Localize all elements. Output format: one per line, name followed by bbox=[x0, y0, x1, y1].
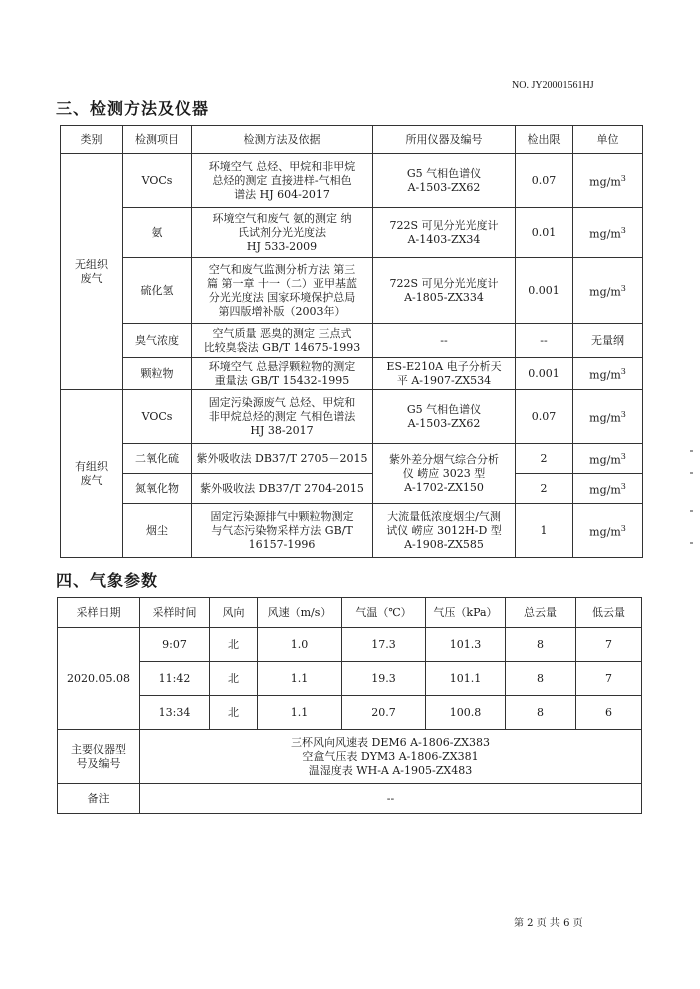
unit-superscript: 3 bbox=[620, 523, 626, 533]
unit-superscript: 3 bbox=[620, 283, 626, 293]
limit-cell: 0.01 bbox=[516, 208, 573, 258]
weather-table bbox=[57, 597, 642, 814]
unit-text: mg/m bbox=[589, 483, 621, 497]
method-cell: 环境空气 总烃、甲烷和非甲烷 总烃的测定 直接进样-气相色 谱法 HJ 604-2017 bbox=[192, 154, 373, 208]
table-row bbox=[58, 662, 642, 696]
table-row bbox=[61, 258, 643, 324]
table-row bbox=[61, 154, 643, 208]
instrument-cell: 722S 可见分光光度计 A-1403-ZX34 bbox=[373, 208, 516, 258]
unit-text: mg/m bbox=[589, 525, 621, 539]
low-cloud-cell: 7 bbox=[576, 628, 642, 662]
header-pressure: 气压（kPa） bbox=[426, 598, 506, 628]
direction-cell: 北 bbox=[210, 662, 258, 696]
table-row bbox=[61, 208, 643, 258]
methods-table bbox=[60, 125, 643, 558]
time-cell: 13:34 bbox=[140, 696, 210, 730]
unit-text: 无量纲 bbox=[591, 333, 624, 347]
item-cell: VOCs bbox=[123, 390, 192, 444]
table-row bbox=[61, 474, 643, 504]
unit-superscript: 3 bbox=[620, 409, 626, 419]
table-row bbox=[61, 444, 643, 474]
unit-cell bbox=[573, 504, 643, 558]
note-value: -- bbox=[140, 784, 642, 814]
limit-cell: 0.07 bbox=[516, 154, 573, 208]
header-method: 检测方法及依据 bbox=[192, 126, 373, 154]
table-row bbox=[58, 784, 642, 814]
instrument-cell: G5 气相色谱仪 A-1503-ZX62 bbox=[373, 154, 516, 208]
header-unit: 单位 bbox=[573, 126, 643, 154]
table-row bbox=[58, 628, 642, 662]
header-total-cloud: 总云量 bbox=[506, 598, 576, 628]
instruments-label: 主要仪器型 号及编号 bbox=[58, 730, 140, 784]
group-organized: 有组织 废气 bbox=[61, 390, 123, 558]
method-cell: 空气和废气监测分析方法 第三 篇 第一章 十一（二）亚甲基蓝 分光光度法 国家环境保护总局 第四版增补版（2003年） bbox=[192, 258, 373, 324]
document-number: NO. JY20001561HJ bbox=[512, 80, 594, 91]
note-label: 备注 bbox=[58, 784, 140, 814]
unit-text: mg/m bbox=[589, 453, 621, 467]
header-time: 采样时间 bbox=[140, 598, 210, 628]
limit-cell: 2 bbox=[516, 444, 573, 474]
section-4-title: 四、气象参数 bbox=[56, 571, 159, 590]
time-cell: 11:42 bbox=[140, 662, 210, 696]
unit-cell bbox=[573, 324, 643, 358]
item-cell: 烟尘 bbox=[123, 504, 192, 558]
pressure-cell: 101.3 bbox=[426, 628, 506, 662]
temperature-cell: 20.7 bbox=[342, 696, 426, 730]
item-cell: 氨 bbox=[123, 208, 192, 258]
limit-cell: 0.07 bbox=[516, 390, 573, 444]
group-unorganized: 无组织 废气 bbox=[61, 154, 123, 390]
instrument-cell: G5 气相色谱仪 A-1503-ZX62 bbox=[373, 390, 516, 444]
table-row bbox=[61, 358, 643, 390]
unit-cell bbox=[573, 208, 643, 258]
unit-text: mg/m bbox=[589, 411, 621, 425]
item-cell: 颗粒物 bbox=[123, 358, 192, 390]
unit-cell bbox=[573, 358, 643, 390]
header-category: 类别 bbox=[61, 126, 123, 154]
instruments-value: 三杯风向风速表 DEM6 A-1806-ZX383 空盒气压表 DYM3 A-1806-ZX381 温湿度表 WH-A A-1905-ZX483 bbox=[140, 730, 642, 784]
header-item: 检测项目 bbox=[123, 126, 192, 154]
unit-text: mg/m bbox=[589, 285, 621, 299]
pressure-cell: 101.1 bbox=[426, 662, 506, 696]
table-header-row bbox=[61, 126, 643, 154]
low-cloud-cell: 7 bbox=[576, 662, 642, 696]
scan-edge-marks bbox=[690, 450, 696, 550]
instrument-cell: 722S 可见分光光度计 A-1805-ZX334 bbox=[373, 258, 516, 324]
method-cell: 空气质量 恶臭的测定 三点式 比较臭袋法 GB/T 14675-1993 bbox=[192, 324, 373, 358]
instrument-cell: 大流量低浓度烟尘/气测 试仪 崂应 3012H-D 型 A-1908-ZX585 bbox=[373, 504, 516, 558]
limit-cell: 0.001 bbox=[516, 258, 573, 324]
instrument-cell: 紫外差分烟气综合分析 仪 崂应 3023 型 A-1702-ZX150 bbox=[373, 444, 516, 504]
item-cell: VOCs bbox=[123, 154, 192, 208]
unit-cell bbox=[573, 154, 643, 208]
method-cell: 环境空气 总悬浮颗粒物的测定 重量法 GB/T 15432-1995 bbox=[192, 358, 373, 390]
unit-superscript: 3 bbox=[620, 481, 626, 491]
method-cell: 固定污染源废气 总烃、甲烷和 非甲烷总烃的测定 气相色谱法 HJ 38-2017 bbox=[192, 390, 373, 444]
section-3-title: 三、检测方法及仪器 bbox=[56, 99, 210, 118]
item-cell: 臭气浓度 bbox=[123, 324, 192, 358]
table-row bbox=[58, 730, 642, 784]
method-cell: 紫外吸收法 DB37/T 2704-2015 bbox=[192, 474, 373, 504]
low-cloud-cell: 6 bbox=[576, 696, 642, 730]
method-cell: 紫外吸收法 DB37/T 2705－2015 bbox=[192, 444, 373, 474]
total-cloud-cell: 8 bbox=[506, 662, 576, 696]
unit-superscript: 3 bbox=[620, 173, 626, 183]
direction-cell: 北 bbox=[210, 696, 258, 730]
unit-cell bbox=[573, 444, 643, 474]
header-limit: 检出限 bbox=[516, 126, 573, 154]
unit-superscript: 3 bbox=[620, 366, 626, 376]
speed-cell: 1.1 bbox=[258, 662, 342, 696]
table-row bbox=[61, 324, 643, 358]
temperature-cell: 19.3 bbox=[342, 662, 426, 696]
total-cloud-cell: 8 bbox=[506, 696, 576, 730]
limit-cell: -- bbox=[516, 324, 573, 358]
unit-superscript: 3 bbox=[620, 451, 626, 461]
instrument-cell: -- bbox=[373, 324, 516, 358]
speed-cell: 1.0 bbox=[258, 628, 342, 662]
speed-cell: 1.1 bbox=[258, 696, 342, 730]
unit-superscript: 3 bbox=[620, 225, 626, 235]
unit-cell bbox=[573, 258, 643, 324]
pressure-cell: 100.8 bbox=[426, 696, 506, 730]
limit-cell: 1 bbox=[516, 504, 573, 558]
item-cell: 氮氧化物 bbox=[123, 474, 192, 504]
header-temperature: 气温（℃） bbox=[342, 598, 426, 628]
unit-text: mg/m bbox=[589, 175, 621, 189]
header-date: 采样日期 bbox=[58, 598, 140, 628]
table-row bbox=[61, 504, 643, 558]
temperature-cell: 17.3 bbox=[342, 628, 426, 662]
instrument-cell: ES-E210A 电子分析天 平 A-1907-ZX534 bbox=[373, 358, 516, 390]
unit-cell bbox=[573, 474, 643, 504]
header-wind-speed: 风速（m/s） bbox=[258, 598, 342, 628]
table-row bbox=[61, 390, 643, 444]
unit-text: mg/m bbox=[589, 368, 621, 382]
unit-text: mg/m bbox=[589, 227, 621, 241]
unit-cell bbox=[573, 390, 643, 444]
direction-cell: 北 bbox=[210, 628, 258, 662]
method-cell: 环境空气和废气 氨的测定 纳 氏试剂分光光度法 HJ 533-2009 bbox=[192, 208, 373, 258]
header-wind-direction: 风向 bbox=[210, 598, 258, 628]
header-low-cloud: 低云量 bbox=[576, 598, 642, 628]
page-footer: 第 2 页 共 6 页 bbox=[514, 918, 583, 929]
item-cell: 二氧化硫 bbox=[123, 444, 192, 474]
limit-cell: 2 bbox=[516, 474, 573, 504]
time-cell: 9:07 bbox=[140, 628, 210, 662]
header-instrument: 所用仪器及编号 bbox=[373, 126, 516, 154]
total-cloud-cell: 8 bbox=[506, 628, 576, 662]
method-cell: 固定污染源排气中颗粒物测定 与气态污染物采样方法 GB/T 16157-1996 bbox=[192, 504, 373, 558]
limit-cell: 0.001 bbox=[516, 358, 573, 390]
date-cell: 2020.05.08 bbox=[58, 628, 140, 730]
table-header-row bbox=[58, 598, 642, 628]
item-cell: 硫化氢 bbox=[123, 258, 192, 324]
table-row bbox=[58, 696, 642, 730]
